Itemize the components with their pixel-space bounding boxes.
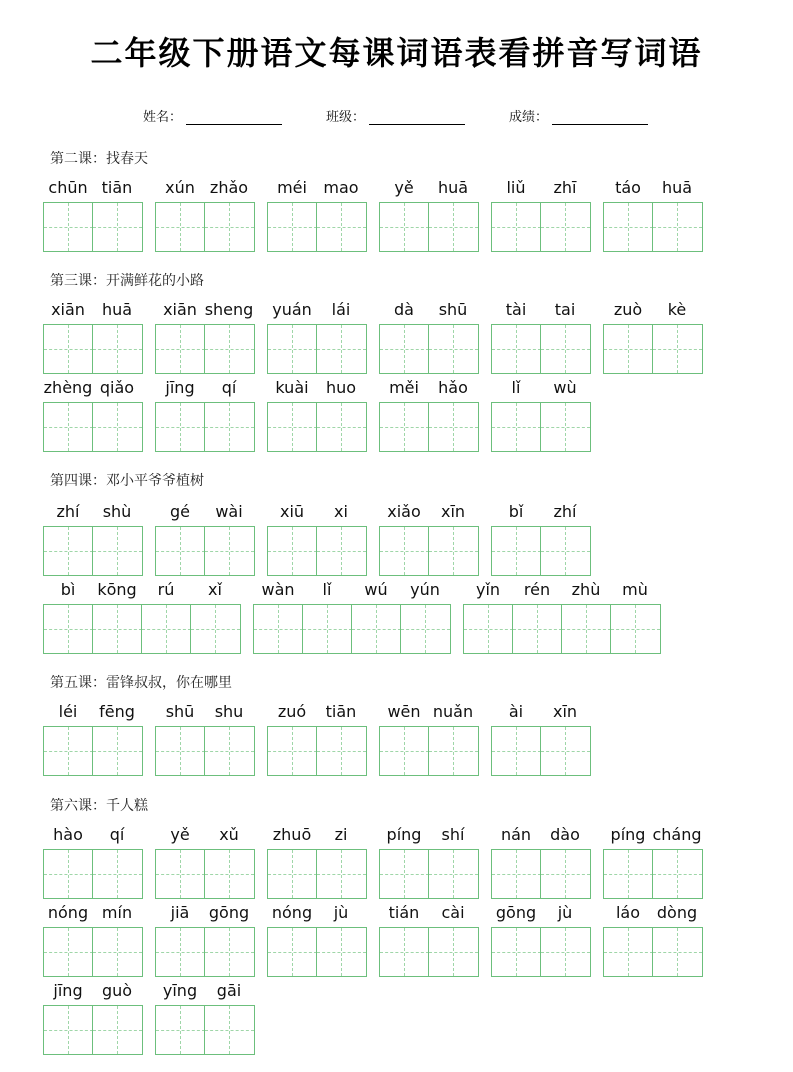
lesson-title: 第三课：开满鲜花的小路 bbox=[50, 273, 204, 289]
writing-box[interactable] bbox=[379, 927, 430, 977]
writing-box[interactable] bbox=[92, 202, 143, 252]
writing-box[interactable] bbox=[267, 202, 318, 252]
score-field[interactable] bbox=[509, 106, 648, 125]
pinyin-syllable: tiān bbox=[325, 702, 357, 721]
writing-box[interactable] bbox=[540, 402, 591, 452]
pinyin-syllable: zhèng bbox=[43, 378, 93, 397]
word-item bbox=[43, 825, 143, 907]
word-item bbox=[379, 702, 479, 784]
pinyin-syllable: dòng bbox=[656, 903, 698, 922]
word-row bbox=[0, 378, 793, 460]
word-item bbox=[267, 702, 367, 784]
student-info bbox=[0, 106, 793, 126]
writing-box[interactable] bbox=[155, 726, 206, 776]
word-item bbox=[155, 178, 255, 260]
pinyin-syllable: wài bbox=[215, 502, 243, 521]
pinyin-syllable: qí bbox=[109, 825, 125, 844]
pinyin-syllable: fēng bbox=[99, 702, 135, 721]
pinyin-syllable: gāi bbox=[216, 981, 242, 1000]
word-item bbox=[379, 378, 479, 460]
writing-box[interactable] bbox=[351, 604, 402, 654]
writing-box[interactable] bbox=[316, 726, 367, 776]
writing-box[interactable] bbox=[92, 604, 143, 654]
pinyin-syllable: láo bbox=[615, 903, 641, 922]
writing-box[interactable] bbox=[491, 927, 542, 977]
pinyin-syllable: zhuō bbox=[272, 825, 312, 844]
pinyin-syllable: lǐ bbox=[511, 378, 521, 397]
lesson-title: 第四课：邓小平爷爷植树 bbox=[50, 473, 204, 489]
word-item bbox=[267, 178, 367, 260]
writing-box[interactable] bbox=[204, 849, 255, 899]
writing-box[interactable] bbox=[204, 324, 255, 374]
writing-box[interactable] bbox=[316, 324, 367, 374]
pinyin-syllable: zhī bbox=[553, 178, 577, 197]
pinyin-syllable: kōng bbox=[97, 580, 137, 599]
writing-box[interactable] bbox=[267, 927, 318, 977]
word-item bbox=[267, 378, 367, 460]
pinyin-syllable: qí bbox=[221, 378, 237, 397]
writing-box[interactable] bbox=[204, 927, 255, 977]
word-item bbox=[43, 502, 143, 584]
pinyin-syllable: chūn bbox=[48, 178, 88, 197]
writing-box[interactable] bbox=[540, 849, 591, 899]
pinyin-syllable: rú bbox=[157, 580, 175, 599]
pinyin-syllable: lǐ bbox=[322, 580, 332, 599]
writing-box[interactable] bbox=[491, 526, 542, 576]
pinyin-syllable: xiān bbox=[163, 300, 197, 319]
pinyin-syllable: hào bbox=[53, 825, 83, 844]
writing-box[interactable] bbox=[92, 849, 143, 899]
pinyin-syllable: yuán bbox=[272, 300, 312, 319]
word-item bbox=[43, 378, 143, 460]
pinyin-syllable: jù bbox=[557, 903, 573, 922]
writing-box[interactable] bbox=[190, 604, 241, 654]
writing-box[interactable] bbox=[428, 324, 479, 374]
pinyin-syllable: huā bbox=[437, 178, 469, 197]
writing-box[interactable] bbox=[561, 604, 612, 654]
pinyin-syllable: xiān bbox=[51, 300, 85, 319]
writing-box[interactable] bbox=[512, 604, 563, 654]
writing-box[interactable] bbox=[379, 402, 430, 452]
pinyin-syllable: shù bbox=[102, 502, 132, 521]
pinyin-syllable: qiǎo bbox=[99, 378, 135, 397]
pinyin-syllable: tián bbox=[388, 903, 420, 922]
writing-box[interactable] bbox=[302, 604, 353, 654]
writing-box[interactable] bbox=[316, 849, 367, 899]
pinyin-syllable: zhù bbox=[571, 580, 601, 599]
pinyin-syllable: ài bbox=[508, 702, 524, 721]
word-item bbox=[491, 903, 591, 985]
writing-box[interactable] bbox=[267, 402, 318, 452]
writing-box[interactable] bbox=[267, 849, 318, 899]
pinyin-syllable: zhǎo bbox=[209, 178, 249, 197]
word-item bbox=[603, 178, 703, 260]
word-item bbox=[267, 502, 367, 584]
pinyin-syllable: yě bbox=[170, 825, 190, 844]
word-item bbox=[155, 378, 255, 460]
writing-box[interactable] bbox=[43, 526, 94, 576]
pinyin-syllable: píng bbox=[610, 825, 646, 844]
writing-box[interactable] bbox=[428, 402, 479, 452]
word-item bbox=[379, 178, 479, 260]
pinyin-syllable: zi bbox=[334, 825, 348, 844]
pinyin-syllable: bǐ bbox=[508, 502, 524, 521]
pinyin-syllable: yún bbox=[410, 580, 440, 599]
pinyin-syllable: yīng bbox=[162, 981, 198, 1000]
pinyin-syllable: tiān bbox=[101, 178, 133, 197]
word-item bbox=[155, 981, 255, 1063]
pinyin-syllable: zhí bbox=[56, 502, 80, 521]
word-item bbox=[43, 903, 143, 985]
word-item bbox=[155, 502, 255, 584]
pinyin-syllable: huā bbox=[661, 178, 693, 197]
pinyin-syllable: sheng bbox=[204, 300, 254, 319]
name-field[interactable] bbox=[143, 106, 282, 125]
writing-box[interactable] bbox=[316, 927, 367, 977]
pinyin-syllable: wàn bbox=[261, 580, 295, 599]
writing-box[interactable] bbox=[491, 849, 542, 899]
word-row bbox=[0, 981, 793, 1063]
pinyin-syllable: méi bbox=[277, 178, 307, 197]
word-item bbox=[155, 903, 255, 985]
writing-box[interactable] bbox=[43, 604, 94, 654]
writing-box[interactable] bbox=[43, 402, 94, 452]
writing-box[interactable] bbox=[253, 604, 304, 654]
pinyin-syllable: hǎo bbox=[438, 378, 468, 397]
word-item bbox=[491, 378, 591, 460]
pinyin-syllable: jiā bbox=[170, 903, 190, 922]
writing-box[interactable] bbox=[204, 1005, 255, 1055]
pinyin-syllable: nán bbox=[500, 825, 532, 844]
class-blank[interactable] bbox=[369, 110, 465, 125]
writing-box[interactable] bbox=[316, 402, 367, 452]
writing-box[interactable] bbox=[92, 726, 143, 776]
word-item bbox=[155, 825, 255, 907]
writing-box[interactable] bbox=[400, 604, 451, 654]
writing-box[interactable] bbox=[155, 1005, 206, 1055]
word-item bbox=[491, 178, 591, 260]
pinyin-syllable: píng bbox=[386, 825, 422, 844]
pinyin-syllable: xiǎo bbox=[387, 502, 421, 521]
pinyin-syllable: mù bbox=[622, 580, 648, 599]
writing-box[interactable] bbox=[540, 202, 591, 252]
word-item bbox=[603, 903, 703, 985]
word-row bbox=[0, 300, 793, 382]
word-item bbox=[43, 981, 143, 1063]
writing-box[interactable] bbox=[610, 604, 661, 654]
writing-box[interactable] bbox=[267, 526, 318, 576]
writing-box[interactable] bbox=[204, 202, 255, 252]
pinyin-syllable: xiū bbox=[279, 502, 305, 521]
pinyin-syllable: gé bbox=[170, 502, 190, 521]
pinyin-syllable: cài bbox=[441, 903, 465, 922]
pinyin-syllable: tài bbox=[505, 300, 527, 319]
word-item bbox=[267, 825, 367, 907]
writing-box[interactable] bbox=[491, 402, 542, 452]
writing-box[interactable] bbox=[603, 202, 654, 252]
writing-box[interactable] bbox=[155, 526, 206, 576]
pinyin-syllable: xi bbox=[334, 502, 348, 521]
word-row bbox=[0, 702, 793, 784]
pinyin-syllable: lái bbox=[331, 300, 351, 319]
writing-box[interactable] bbox=[43, 726, 94, 776]
pinyin-syllable: jīng bbox=[53, 981, 83, 1000]
writing-box[interactable] bbox=[155, 927, 206, 977]
pinyin-syllable: xīn bbox=[440, 502, 466, 521]
writing-box[interactable] bbox=[491, 202, 542, 252]
pinyin-syllable: huā bbox=[101, 300, 133, 319]
pinyin-syllable: shí bbox=[441, 825, 465, 844]
class-label: 班级： bbox=[326, 110, 366, 125]
writing-box[interactable] bbox=[43, 202, 94, 252]
pinyin-syllable: shū bbox=[438, 300, 468, 319]
writing-box[interactable] bbox=[92, 927, 143, 977]
word-item bbox=[379, 300, 479, 382]
writing-box[interactable] bbox=[428, 526, 479, 576]
writing-box[interactable] bbox=[155, 202, 206, 252]
writing-box[interactable] bbox=[43, 849, 94, 899]
word-item bbox=[379, 903, 479, 985]
writing-box[interactable] bbox=[92, 526, 143, 576]
word-row bbox=[0, 580, 793, 662]
word-item bbox=[267, 300, 367, 382]
writing-box[interactable] bbox=[652, 849, 703, 899]
writing-box[interactable] bbox=[141, 604, 192, 654]
pinyin-syllable: xǔ bbox=[219, 825, 239, 844]
writing-box[interactable] bbox=[43, 324, 94, 374]
writing-box[interactable] bbox=[652, 324, 703, 374]
pinyin-syllable: táo bbox=[615, 178, 641, 197]
writing-box[interactable] bbox=[92, 324, 143, 374]
pinyin-syllable: zuò bbox=[613, 300, 643, 319]
word-item bbox=[43, 300, 143, 382]
word-item bbox=[43, 702, 143, 784]
word-row bbox=[0, 178, 793, 260]
pinyin-syllable: gōng bbox=[208, 903, 250, 922]
pinyin-syllable: yě bbox=[394, 178, 414, 197]
writing-box[interactable] bbox=[43, 1005, 94, 1055]
lesson-title: 第二课：找春天 bbox=[50, 151, 148, 167]
writing-box[interactable] bbox=[267, 726, 318, 776]
pinyin-syllable: wú bbox=[364, 580, 388, 599]
word-item bbox=[491, 702, 591, 784]
score-blank[interactable] bbox=[552, 110, 648, 125]
word-item bbox=[491, 300, 591, 382]
writing-box[interactable] bbox=[316, 202, 367, 252]
writing-box[interactable] bbox=[428, 927, 479, 977]
pinyin-syllable: xǐ bbox=[208, 580, 222, 599]
word-row bbox=[0, 825, 793, 907]
word-item bbox=[463, 580, 661, 662]
pinyin-syllable: xún bbox=[165, 178, 195, 197]
pinyin-syllable: jīng bbox=[165, 378, 195, 397]
pinyin-syllable: kuài bbox=[275, 378, 309, 397]
pinyin-syllable: nóng bbox=[47, 903, 89, 922]
writing-box[interactable] bbox=[379, 849, 430, 899]
word-item bbox=[155, 702, 255, 784]
writing-box[interactable] bbox=[603, 927, 654, 977]
word-item bbox=[379, 825, 479, 907]
writing-box[interactable] bbox=[652, 927, 703, 977]
pinyin-syllable: wù bbox=[553, 378, 577, 397]
pinyin-syllable: gōng bbox=[495, 903, 537, 922]
writing-box[interactable] bbox=[652, 202, 703, 252]
writing-box[interactable] bbox=[540, 927, 591, 977]
word-item bbox=[267, 903, 367, 985]
writing-box[interactable] bbox=[491, 726, 542, 776]
page-title: 二年级下册语文每课词语表看拼音写词语 bbox=[90, 34, 703, 72]
writing-box[interactable] bbox=[603, 849, 654, 899]
word-row bbox=[0, 502, 793, 584]
writing-box[interactable] bbox=[267, 324, 318, 374]
word-item bbox=[491, 502, 591, 584]
pinyin-syllable: léi bbox=[58, 702, 78, 721]
pinyin-syllable: nóng bbox=[271, 903, 313, 922]
writing-box[interactable] bbox=[379, 324, 430, 374]
word-item bbox=[603, 300, 703, 382]
name-blank[interactable] bbox=[186, 110, 282, 125]
writing-box[interactable] bbox=[92, 1005, 143, 1055]
pinyin-syllable: shu bbox=[214, 702, 244, 721]
pinyin-syllable: dà bbox=[394, 300, 414, 319]
pinyin-syllable: rén bbox=[523, 580, 551, 599]
writing-box[interactable] bbox=[428, 726, 479, 776]
writing-box[interactable] bbox=[540, 726, 591, 776]
writing-box[interactable] bbox=[540, 526, 591, 576]
writing-box[interactable] bbox=[316, 526, 367, 576]
pinyin-syllable: nuǎn bbox=[432, 702, 474, 721]
writing-box[interactable] bbox=[428, 202, 479, 252]
writing-box[interactable] bbox=[491, 324, 542, 374]
writing-box[interactable] bbox=[603, 324, 654, 374]
class-field[interactable] bbox=[326, 106, 465, 125]
pinyin-syllable: tai bbox=[554, 300, 576, 319]
pinyin-syllable: wēn bbox=[387, 702, 421, 721]
pinyin-syllable: zhí bbox=[553, 502, 577, 521]
word-item bbox=[43, 178, 143, 260]
writing-box[interactable] bbox=[155, 402, 206, 452]
writing-box[interactable] bbox=[428, 849, 479, 899]
word-item bbox=[603, 825, 703, 907]
writing-box[interactable] bbox=[204, 526, 255, 576]
name-label: 姓名： bbox=[143, 110, 183, 125]
word-item bbox=[491, 825, 591, 907]
writing-box[interactable] bbox=[204, 402, 255, 452]
lesson-title: 第六课：千人糕 bbox=[50, 798, 148, 814]
writing-box[interactable] bbox=[379, 726, 430, 776]
pinyin-syllable: měi bbox=[389, 378, 419, 397]
word-item bbox=[43, 580, 241, 662]
writing-box[interactable] bbox=[204, 726, 255, 776]
pinyin-syllable: yǐn bbox=[475, 580, 501, 599]
pinyin-syllable: shū bbox=[165, 702, 195, 721]
writing-box[interactable] bbox=[43, 927, 94, 977]
writing-box[interactable] bbox=[463, 604, 514, 654]
pinyin-syllable: cháng bbox=[652, 825, 702, 844]
pinyin-syllable: dào bbox=[550, 825, 580, 844]
score-label: 成绩： bbox=[509, 110, 549, 125]
word-item bbox=[253, 580, 451, 662]
pinyin-syllable: mín bbox=[101, 903, 133, 922]
pinyin-syllable: mao bbox=[323, 178, 359, 197]
pinyin-syllable: xīn bbox=[552, 702, 578, 721]
writing-box[interactable] bbox=[92, 402, 143, 452]
writing-box[interactable] bbox=[155, 849, 206, 899]
writing-box[interactable] bbox=[540, 324, 591, 374]
pinyin-syllable: jù bbox=[333, 903, 349, 922]
writing-box[interactable] bbox=[379, 526, 430, 576]
pinyin-syllable: guò bbox=[101, 981, 133, 1000]
pinyin-syllable: zuó bbox=[277, 702, 307, 721]
pinyin-syllable: huo bbox=[325, 378, 357, 397]
word-item bbox=[155, 300, 255, 382]
writing-box[interactable] bbox=[379, 202, 430, 252]
pinyin-syllable: liǔ bbox=[506, 178, 526, 197]
writing-box[interactable] bbox=[155, 324, 206, 374]
pinyin-syllable: bì bbox=[60, 580, 76, 599]
word-item bbox=[379, 502, 479, 584]
pinyin-syllable: kè bbox=[667, 300, 687, 319]
word-row bbox=[0, 903, 793, 985]
lesson-title: 第五课：雷锋叔叔，你在哪里 bbox=[50, 675, 232, 691]
